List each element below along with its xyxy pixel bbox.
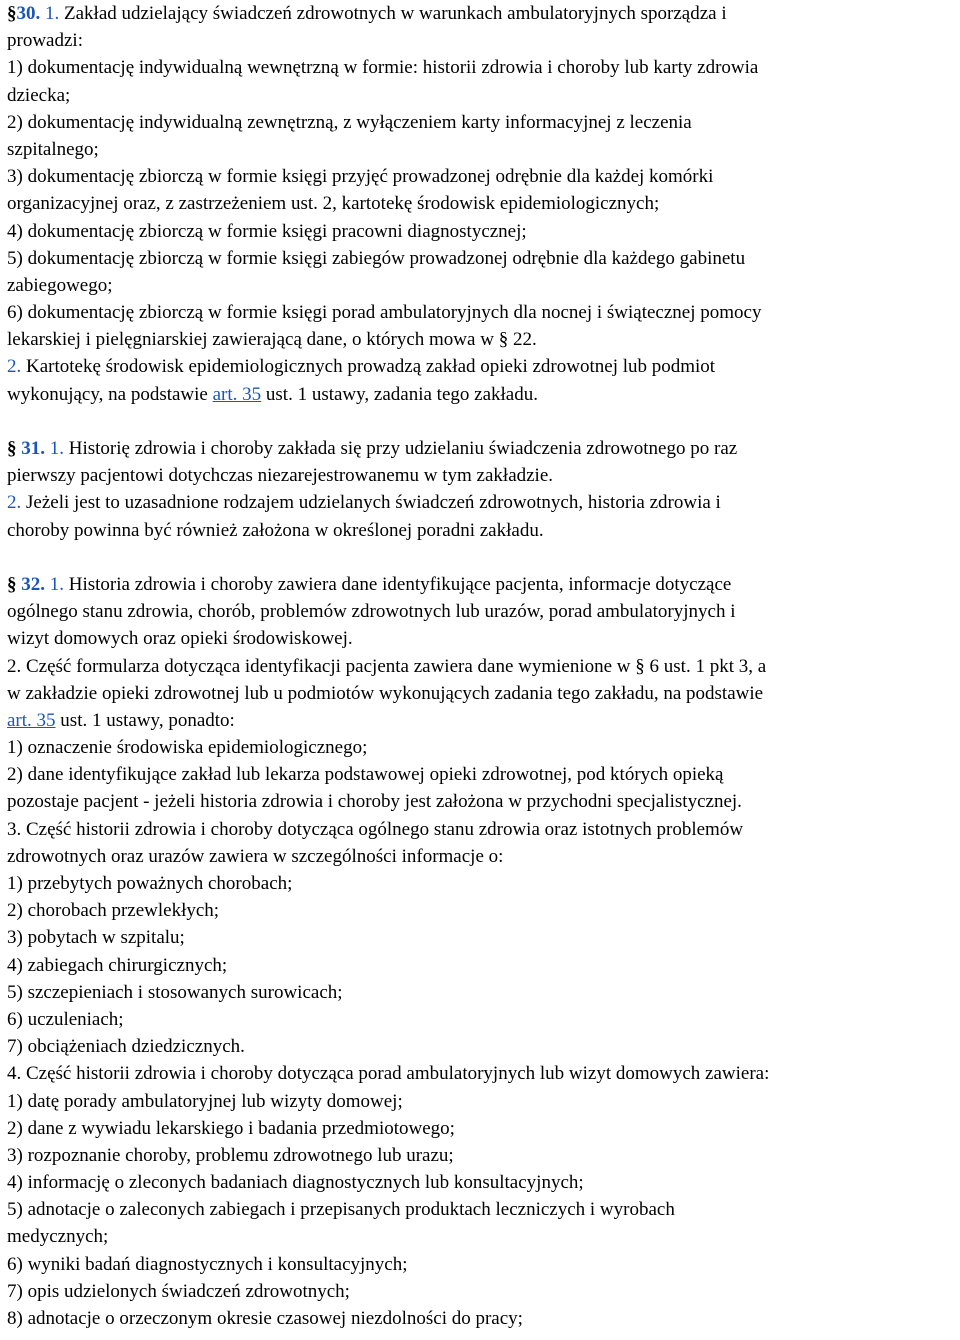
sec31-text: Jeżeli jest to uzasadnione rodzajem udzielanych świadczeń zdrowotnych, historia zdrowia i <box>21 492 721 514</box>
sec32-line-21: 2) dane z wywiadu lekarskiego i badania przedmiotowego; <box>7 1117 455 1139</box>
sec32-line-6 <box>7 707 960 734</box>
sec32-line-15: 4) zabiegach chirurgicznych; <box>7 954 228 976</box>
sec32-line-25: medycznych; <box>7 1226 109 1248</box>
sec30-text: ust. 1 ustawy, zadania tego zakładu. <box>261 383 538 405</box>
sec31-line-3 <box>7 489 960 516</box>
sec30-line-6: szpitalnego; <box>7 138 99 160</box>
sec30-line-9: 4) dokumentację zbiorczą w formie księgi pracowni diagnostycznej; <box>7 220 527 242</box>
sec32-line-11: zdrowotnych oraz urazów zawiera w szczególności informacje o: <box>7 845 504 867</box>
sec30-text: lekarskiej i pielęgniarskiej zawierającą dane, o których mowa w <box>7 329 499 351</box>
sec31-line-4: choroby powinna być również założona w określonej poradni zakładu. <box>7 519 544 541</box>
sec32-line-13: 2) chorobach przewlekłych; <box>7 900 220 922</box>
sec30-text: Zakład udzielający świadczeń zdrowotnych w warunkach ambulatoryjnych sporządza i <box>59 3 727 24</box>
paragraph-gap <box>7 544 960 571</box>
sec32-line-3: wizyt domowych oraz opieki środowiskowej. <box>7 628 353 650</box>
sec32-line-18: 7) obciążeniach dziedzicznych. <box>7 1036 245 1058</box>
section-sign: § <box>498 329 509 351</box>
sec32-text: ust. 1 ustawy, ponadto: <box>55 709 235 731</box>
sec32-text: 2. Część formularza dotycząca identyfikacji pacjenta zawiera dane wymienione w <box>7 655 636 677</box>
sec30-line-13 <box>7 326 960 353</box>
sec32-line-9: pozostaje pacjent - jeżeli historia zdrowia i choroby jest założona w przychodni specjalistycznej. <box>7 791 742 813</box>
sec30-line-15 <box>7 381 960 408</box>
section-sign: § <box>7 3 17 24</box>
sec30-line-5: 2) dokumentację indywidualną zewnętrzną, z wyłączeniem karty informacyjnej z leczenia <box>7 111 692 133</box>
sec30-line-11: zabiegowego; <box>7 274 113 296</box>
sec31-line-1 <box>7 435 960 462</box>
sec32-line-12: 1) przebytych poważnych chorobach; <box>7 873 293 894</box>
sec32-line-17: 6) uczuleniach; <box>7 1008 124 1030</box>
sec31-para2-number: 2. <box>7 492 22 514</box>
sec32-text: Historia zdrowia i choroby zawiera dane identyfikujące pacjenta, informacje dotyczące <box>64 573 732 595</box>
section-30-number: 30. <box>16 3 41 24</box>
sec30-text: wykonujący, na podstawie <box>7 383 213 405</box>
sec31-para1-number: 1. <box>49 438 64 459</box>
art-35-link[interactable]: art. 35 <box>212 383 262 405</box>
sec32-line-10: 3. Część historii zdrowia i choroby dotycząca ogólnego stanu zdrowia oraz istotnych problemów <box>7 818 744 840</box>
sec30-line-1 <box>7 0 960 27</box>
sec30-line-3: 1) dokumentację indywidualną wewnętrzną w formie: historii zdrowia i choroby lub karty zdrowia <box>7 57 759 79</box>
sec32-para1-number: 1. <box>49 573 64 595</box>
sec31-line-2: pierwszy pacjentowi dotychczas niezarejestrowanemu w tym zakładzie. <box>7 465 554 487</box>
section-32-number: 32. <box>21 573 45 595</box>
sec30-line-10: 5) dokumentację zbiorczą w formie księgi zabiegów prowadzonej odrębnie dla każdego gabinetu <box>7 247 746 269</box>
sec32-line-4 <box>7 653 960 680</box>
art-35-link[interactable]: art. 35 <box>7 709 56 731</box>
sec30-para2-number: 2. <box>7 356 22 378</box>
sec30-text: Kartotekę środowisk epidemiologicznych prowadzą zakład opieki zdrowotnej lub podmiot <box>21 356 716 378</box>
sec30-line-4: dziecka; <box>7 84 71 106</box>
sec30-line-14 <box>7 353 960 380</box>
sec30-text: 22. <box>508 329 537 351</box>
sec32-line-14: 3) pobytach w szpitalu; <box>7 927 185 949</box>
sec32-line-8: 2) dane identyfikujące zakład lub lekarza podstawowej opieki zdrowotnej, pod których opieką <box>7 764 724 786</box>
sec32-line-27: 7) opis udzielonych świadczeń zdrowotnych; <box>7 1280 350 1302</box>
sec32-text: 6 ust. 1 pkt 3, a <box>644 655 767 677</box>
sec31-text: Historię zdrowia i choroby zakłada się przy udzielaniu świadczenia zdrowotnego po raz <box>64 438 738 459</box>
sec32-line-16: 5) szczepieniach i stosowanych surowicach; <box>7 981 343 1003</box>
sec30-line-7: 3) dokumentację zbiorczą w formie księgi przyjęć prowadzonej odrębnie dla każdej komórki <box>7 166 714 188</box>
sec30-para1-number: 1. <box>45 3 60 24</box>
sec30-line-12: 6) dokumentację zbiorczą w formie księgi porad ambulatoryjnych dla nocnej i świątecznej pomocy <box>7 302 762 324</box>
sec32-line-7: 1) oznaczenie środowiska epidemiologicznego; <box>7 737 368 759</box>
sec32-line-28: 8) adnotacje o orzeczonym okresie czasowej niezdolności do pracy; <box>7 1308 523 1329</box>
section-sign: § <box>7 438 17 459</box>
sec30-line-8: organizacyjnej oraz, z zastrzeżeniem ust. 2, kartotekę środowisk epidemiologicznych; <box>7 193 660 215</box>
section-31-number: 31. <box>21 438 45 459</box>
section-sign: § <box>7 573 17 595</box>
section-sign: § <box>635 655 645 677</box>
sec32-line-22: 3) rozpoznanie choroby, problemu zdrowotnego lub urazu; <box>7 1144 454 1166</box>
sec32-line-24: 5) adnotacje o zaleconych zabiegach i przepisanych produktach leczniczych i wyrobach <box>7 1199 675 1221</box>
sec32-line-19: 4. Część historii zdrowia i choroby dotycząca porad ambulatoryjnych lub wizyt domowych zawiera: <box>7 1063 770 1085</box>
sec32-line-5: w zakładzie opieki zdrowotnej lub u podmiotów wykonujących zadania tego zakładu, na podstawie <box>7 682 764 704</box>
sec32-line-23: 4) informację o zleconych badaniach diagnostycznych lub konsultacyjnych; <box>7 1172 584 1194</box>
sec32-line-2: ogólnego stanu zdrowia, chorób, problemów zdrowotnych lub urazów, porad ambulatoryjnych i <box>7 601 736 623</box>
document-page <box>7 0 960 1332</box>
paragraph-gap <box>7 408 960 435</box>
sec32-line-1 <box>7 571 960 598</box>
sec32-line-26: 6) wyniki badań diagnostycznych i konsultacyjnych; <box>7 1253 408 1275</box>
sec30-line-2: prowadzi: <box>7 30 83 52</box>
sec32-line-20: 1) datę porady ambulatoryjnej lub wizyty domowej; <box>7 1090 403 1112</box>
